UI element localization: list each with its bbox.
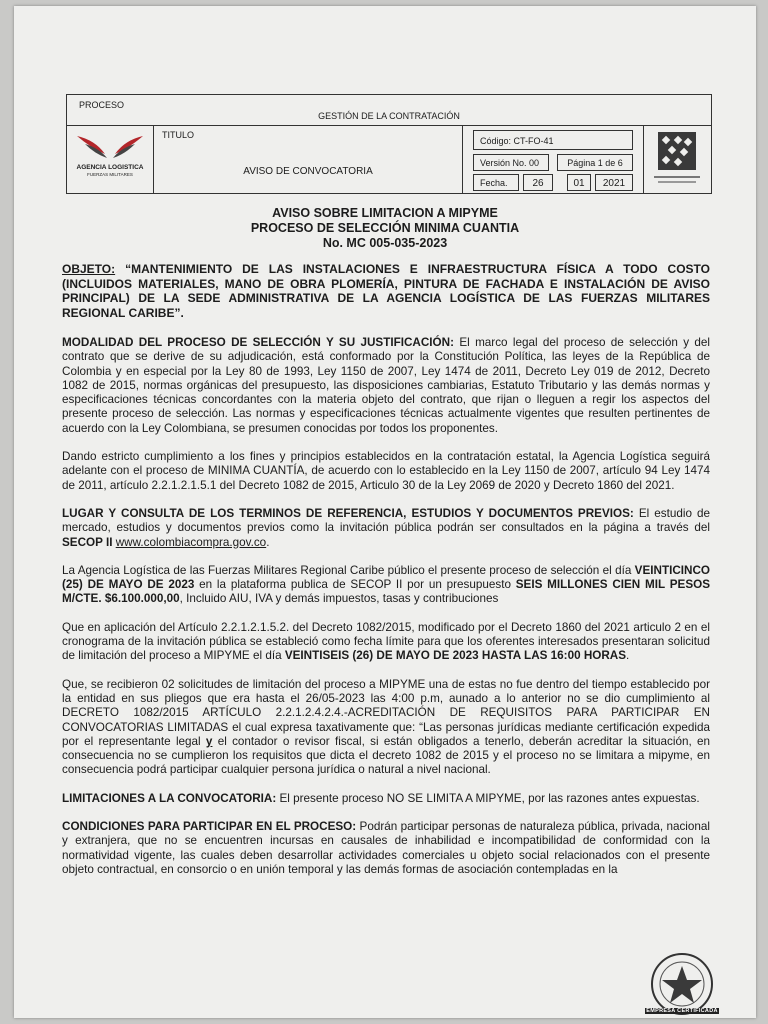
title-line-2: PROCESO DE SELECCIÓN MINIMA CUANTIA	[250, 221, 520, 235]
agencia-budget: SEIS MILLONES CIEN MIL PESOS M/CTE. $6.100.000,00	[62, 578, 710, 606]
agencia-text-1: La Agencia Logística de las Fuerzas Militares Regional Caribe público el presente proceso de selección el día	[62, 563, 635, 577]
agencia-paragraph	[62, 564, 710, 607]
recibieron-underlined: y	[205, 734, 213, 748]
document-body	[62, 262, 710, 891]
seal-caption: EMPRESA CERTIFICADA	[646, 1008, 718, 1014]
objeto-label: OBJETO:	[62, 262, 116, 276]
limitaciones-paragraph	[62, 792, 710, 806]
objeto-text: “MANTENIMIENTO DE LAS INSTALACIONES E INFRAESTRUCTURA FÍSICA A TODO COSTO (INCLUIDOS MATERIALES, MANO DE OBRA PLOMERÍA, PINTURA DE FACHADA E INSTALACIÓN DE AVISO PRINCIPAL) DE LA SEDE ADMINISTRATIVA DE LA AGENCIA LOGÍSTICA DE LAS FUERZAS MILITARES REGIONAL CARIBE”.	[62, 262, 710, 320]
header-titulo-cell	[154, 126, 463, 193]
lugar-text: El estudio de mercado, estudios y documentos previos como la invitación pública podrán ser consultados en la página a través del	[62, 506, 711, 535]
version-field: Versión No. 00	[473, 154, 549, 171]
header-row-proceso	[67, 95, 711, 126]
aplicacion-text-2: .	[626, 649, 630, 663]
document-page	[14, 6, 756, 1018]
certification-logo	[643, 126, 711, 193]
aplicacion-text-1: Que en aplicación del Artículo 2.2.1.2.1.5.2. del Decreto 1082/2015, modificado por el Decreto 1860 del 2021 articulo 2 en el cronograma de la invitación pública se estableció como fecha límite para que los oferentes interesados presentaran solicitud de limitación del proceso a MIPYME el día	[62, 620, 710, 663]
fecha-month: 01	[567, 174, 591, 191]
secop-label: SECOP II	[62, 535, 113, 549]
certification-mark-icon	[644, 126, 710, 192]
aplicacion-paragraph	[62, 621, 710, 664]
modalidad-text: El marco legal del proceso de selección y del contrato que se derive de su adjudicación, está conformado por la Constitución Política, las leyes de la República de Colombia y en especial por la Ley 80 de 1993, Ley 1150 de 2007, Ley 1474 de 2011, Decreto Ley 019 de 2012, Decreto 1082 de 2015, normas orgánicas del presupuesto, las disposiciones cambiarias, Estatuto Tributario y las demás normas y especificaciones técnicas concordantes con la materia objeto del contrato, que rijan o lleguen a regir los aspectos del presente proceso de selección. Las normas y especificaciones técnicas actualmente vigentes que resulten pertinentes de acuerdo con la Ley Colombiana, se presumen conocidas por todos los proponentes.	[62, 336, 710, 435]
title-line-1: AVISO SOBRE LIMITACION A MIPYME	[272, 206, 498, 220]
title-line-3: No. MC 005-035-2023	[322, 236, 448, 250]
objeto-paragraph	[62, 262, 710, 320]
recibieron-text-2: el contador o revisor fiscal, si están obligados a tenerlo, deberán acreditar la situación, en consecuencia no se cumplieron los requisitos que dicta el decreto 1082 de 2015 y el proceso no se limitara a mipyme, en consecuencia podrá participar cualquier persona jurídica o natural a nivel nacional.	[62, 734, 710, 777]
aplicacion-deadline: VEINTISEIS (26) DE MAYO DE 2023 HASTA LAS 16:00 HORAS	[284, 649, 627, 663]
lugar-end: .	[266, 535, 270, 549]
agency-logo-sub: FUERZAS MILITARES	[87, 172, 133, 177]
notice-title	[14, 206, 756, 251]
agency-logo-name: AGENCIA LOGISTICA	[76, 164, 144, 171]
condiciones-paragraph	[62, 820, 710, 877]
proceso-label: PROCESO	[79, 100, 125, 110]
agency-logo	[67, 126, 154, 193]
fecha-year: 2021	[595, 174, 633, 191]
condiciones-text: Podrán participar personas de naturaleza pública, privada, nacional y extranjera, que no se encuentren incursas en causales de inhabilidad e incompatibilidad de conformidad con la normatividad vigente, las cuales deben desarrollar actividades comerciales u objeto social relacionados con el presente objeto contractual, en consorcio o en unión temporal y las demás formas de asociación contempladas en la	[62, 820, 711, 876]
codigo-field: Código: CT-FO-41	[473, 130, 633, 150]
fecha-label: Fecha.	[473, 174, 519, 191]
modalidad-paragraph	[62, 336, 710, 436]
agencia-text-3: , Incluido AIU, IVA y demás impuestos, tasas y contribuciones	[179, 592, 499, 606]
agencia-date: VEINTICINCO (25) DE MAYO DE 2023	[62, 563, 710, 592]
condiciones-label: CONDICIONES PARA PARTICIPAR EN EL PROCESO:	[62, 820, 357, 834]
colombiacompra-link[interactable]: www.colombiacompra.gov.co	[115, 535, 267, 549]
document-header-table	[66, 94, 712, 194]
fecha-day: 26	[523, 174, 553, 191]
recibieron-paragraph	[62, 678, 710, 778]
lugar-label: LUGAR Y CONSULTA DE LOS TERMINOS DE REFERENCIA, ESTUDIOS Y DOCUMENTOS PREVIOS:	[62, 506, 634, 520]
limitaciones-text: El presente proceso NO SE LIMITA A MIPYME, por las razones antes expuestas.	[276, 791, 700, 805]
modalidad-label: MODALIDAD DEL PROCESO DE SELECCIÓN Y SU JUSTIFICACIÓN:	[62, 336, 454, 349]
limitaciones-label: LIMITACIONES A LA CONVOCATORIA:	[62, 791, 277, 805]
pagina-field: Página 1 de 6	[557, 154, 633, 171]
dando-paragraph: Dando estricto cumplimiento a los fines y principios establecidos en la contratación estatal, la Agencia Logística seguirá adelante con el proceso de MINIMA CUANTÍA, de acuerdo con lo establecido en la Ley 1150 de 2007, artículo 94 Ley 1474 de 2011, artículo 2.2.1.2.1.5.1 del Decreto 1082 de 2015, Articulo 30 de la Ley 2069 de 2020 y Decreto 1860 del 2021.	[62, 450, 710, 492]
titulo-label: TITULO	[162, 130, 195, 140]
proceso-value: GESTIÓN DE LA CONTRATACIÓN	[318, 111, 460, 121]
agency-wings-icon	[67, 126, 153, 166]
recibieron-text-1: Que, se recibieron 02 solicitudes de limitación del proceso a MIPYME una de estas no fue dentro del tiempo establecido por la entidad en sus pliegos que era hasta el 26/05-2023 las 4:00 p.m, aunado a lo anterior no se dio cumplimiento al DECRETO 1082/2015 ARTÍCULO 2.2.1.2.4.2.4.-ACREDITACIÓN DE REQUISITOS PARA PARTICIPAR EN CONVOCATORIAS LIMITADAS el cual expresa taxativamente que: “Las personas jurídicas mediante certificación expedida por el representante legal	[62, 677, 710, 748]
lugar-paragraph	[62, 507, 710, 550]
agencia-text-2: en la plataforma publica de SECOP II por un presupuesto	[194, 578, 516, 592]
titulo-value: AVISO DE CONVOCATORIA	[243, 166, 373, 177]
